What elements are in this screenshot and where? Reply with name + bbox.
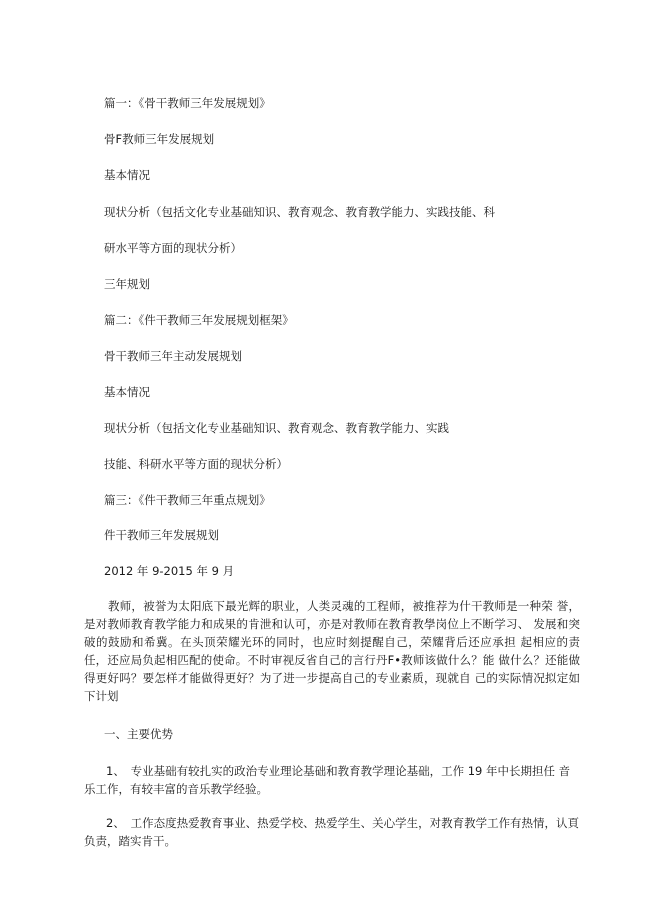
doc-line: 现状分析（包括文化专业基础知识、教育观念、教育教学能力、实践技能、科 [104,205,495,219]
doc-line: 件干教师三年发展规划 [104,528,219,542]
doc-line: 基本情况 [104,168,150,182]
article-title-1: 篇一：《骨干教师三年发展规划》 [104,96,271,110]
doc-line: 三年规划 [104,277,150,291]
date-range: 2012 年 9-2015 年 9 月 [104,564,235,578]
article-title-2: 篇二：《件干教师三年发展规划框架》 [104,313,294,327]
list-item: 1、 专业基础有较扎实的政治专业理论基础和教育教学理论基础，工作 19 年中长期担任 音乐工作，有较丰富的音乐教学经验。 [84,764,571,796]
doc-line: 现状分析（包括文化专业基础知识、教育观念、教育教学能力、实践 [104,421,449,435]
doc-line: 研水平等方面的现状分析） [104,241,242,255]
intro-paragraph: 教师，被誉为太阳底下最光辉的职业，人类灵魂的工程师，被推荐为什干教师是一种荣 誉，是对教师教育教学能力和成果的肯泄和认可，亦是对教师在教育教學岗位上不断学习、 发展和突破的鼓励和希冀。在头顶荣耀光环的同时，也应时刻提醒自己，荣耀背后还应承担 起相应的责任，还应局负起相匹配的使命。不时审视反省自己的言行丹F•教师该做什么？能 做什么？还能做得更好吗？要怎样才能做得更好？为了进一步提高自己的专业素质，现就自 己的实际情况拟定如下计划 [84,599,580,703]
list-item: 2、 工作态度热爱教育事业、热爱学校、热爱学生、关心学生，对教育教学工作有热情，认頁负责，踏实肯干。 [84,816,580,848]
article-title-3: 篇三：《件干教师三年重点规划》 [104,493,271,507]
doc-line: 骨F教师三年发展规划 [104,132,215,146]
doc-line: 基本情况 [104,385,150,399]
section-heading: 一、主要优势 [104,727,173,741]
doc-line: 技能、科研水平等方面的现状分析） [104,457,288,471]
doc-line: 骨干教师三年主动发展规划 [104,349,242,363]
